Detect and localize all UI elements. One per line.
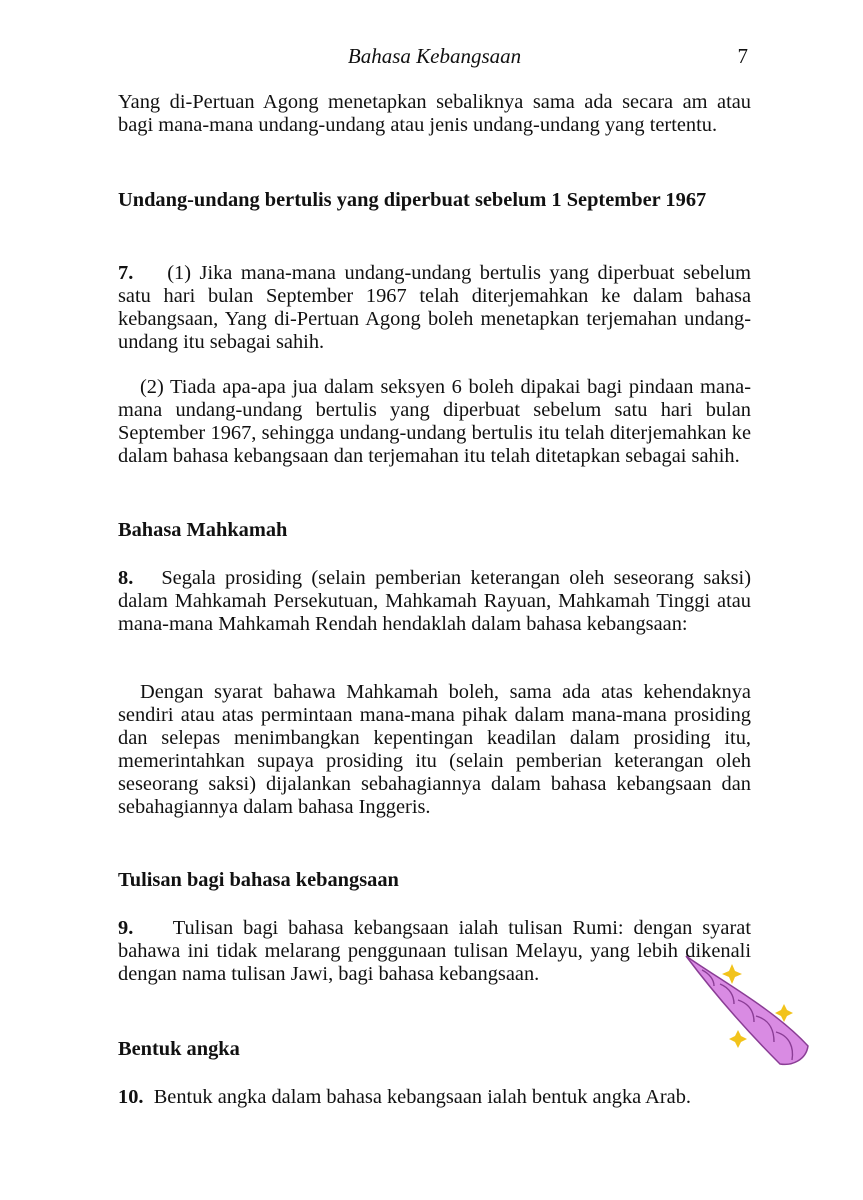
section-10-body xyxy=(118,1086,751,1109)
section-7-subsection-2: (2) Tiada apa-apa jua dalam seksyen 6 boleh dipakai bagi pindaan mana-mana undang-undang bertulis yang diperbuat sebelum satu hari bulan September 1967, sehingga undang-undang bertulis itu telah diterjemahkan ke dalam bahasa kebangsaan dan terjemahan itu telah ditetapkan sebagai sahih. xyxy=(118,376,751,467)
paragraph-continuation: Yang di-Pertuan Agong menetapkan sebaliknya sama ada secara am atau bagi mana-mana undang-undang atau jenis undang-undang yang tertentu. xyxy=(118,91,751,136)
section-text: (1) Jika mana-mana undang-undang bertulis yang diperbuat sebelum satu hari bulan September 1967 telah diterjemahkan ke dalam bahasa kebangsaan, Yang di-Pertuan Agong boleh menetapkan terjemahan undang-undang itu sebagai sahih. xyxy=(118,262,751,353)
section-number: 7. xyxy=(118,262,134,284)
section-8-body xyxy=(118,567,751,636)
section-7-subsection-1 xyxy=(118,262,751,354)
horn-shape xyxy=(686,956,808,1064)
page-number: 7 xyxy=(737,44,748,68)
section-text: Tulisan bagi bahasa kebangsaan ialah tulisan Rumi: dengan syarat bahawa ini tidak melarang penggunaan tulisan Melayu, yang lebih dikenali dengan nama tulisan Jawi, bagi bahasa kebangsaan. xyxy=(118,917,751,985)
section-9-body xyxy=(118,917,751,986)
section-heading-7: Undang-undang bertulis yang diperbuat sebelum 1 September 1967 xyxy=(118,189,707,211)
section-heading-10: Bentuk angka xyxy=(118,1038,240,1060)
section-8-proviso: Dengan syarat bahawa Mahkamah boleh, sama ada atas kehendaknya sendiri atau atas permintaan mana-mana pihak dalam mana-mana prosiding dan selepas menimbangkan kepentingan keadilan dalam prosiding itu, memerintahkan supaya prosiding itu (selain pemberian keterangan oleh seseorang saksi) dijalankan sebahagiannya dalam bahasa kebangsaan dan sebahagiannya dalam bahasa Inggeris. xyxy=(118,681,751,818)
section-number: 9. xyxy=(118,917,134,939)
section-heading-9: Tulisan bagi bahasa kebangsaan xyxy=(118,869,399,891)
section-heading-8: Bahasa Mahkamah xyxy=(118,519,288,541)
section-number: 10. xyxy=(118,1086,144,1108)
unicorn-horn-sticker-icon xyxy=(680,950,820,1080)
section-number: 8. xyxy=(118,567,134,589)
section-text: Bentuk angka dalam bahasa kebangsaan ialah bentuk angka Arab. xyxy=(153,1086,692,1108)
section-text: Segala prosiding (selain pemberian keterangan oleh seseorang saksi) dalam Mahkamah Persekutuan, Mahkamah Rayuan, Mahkamah Tinggi atau mana-mana Mahkamah Rendah hendaklah dalam bahasa kebangsaan: xyxy=(118,567,751,635)
running-header xyxy=(118,44,751,74)
header-title: Bahasa Kebangsaan xyxy=(347,44,522,68)
